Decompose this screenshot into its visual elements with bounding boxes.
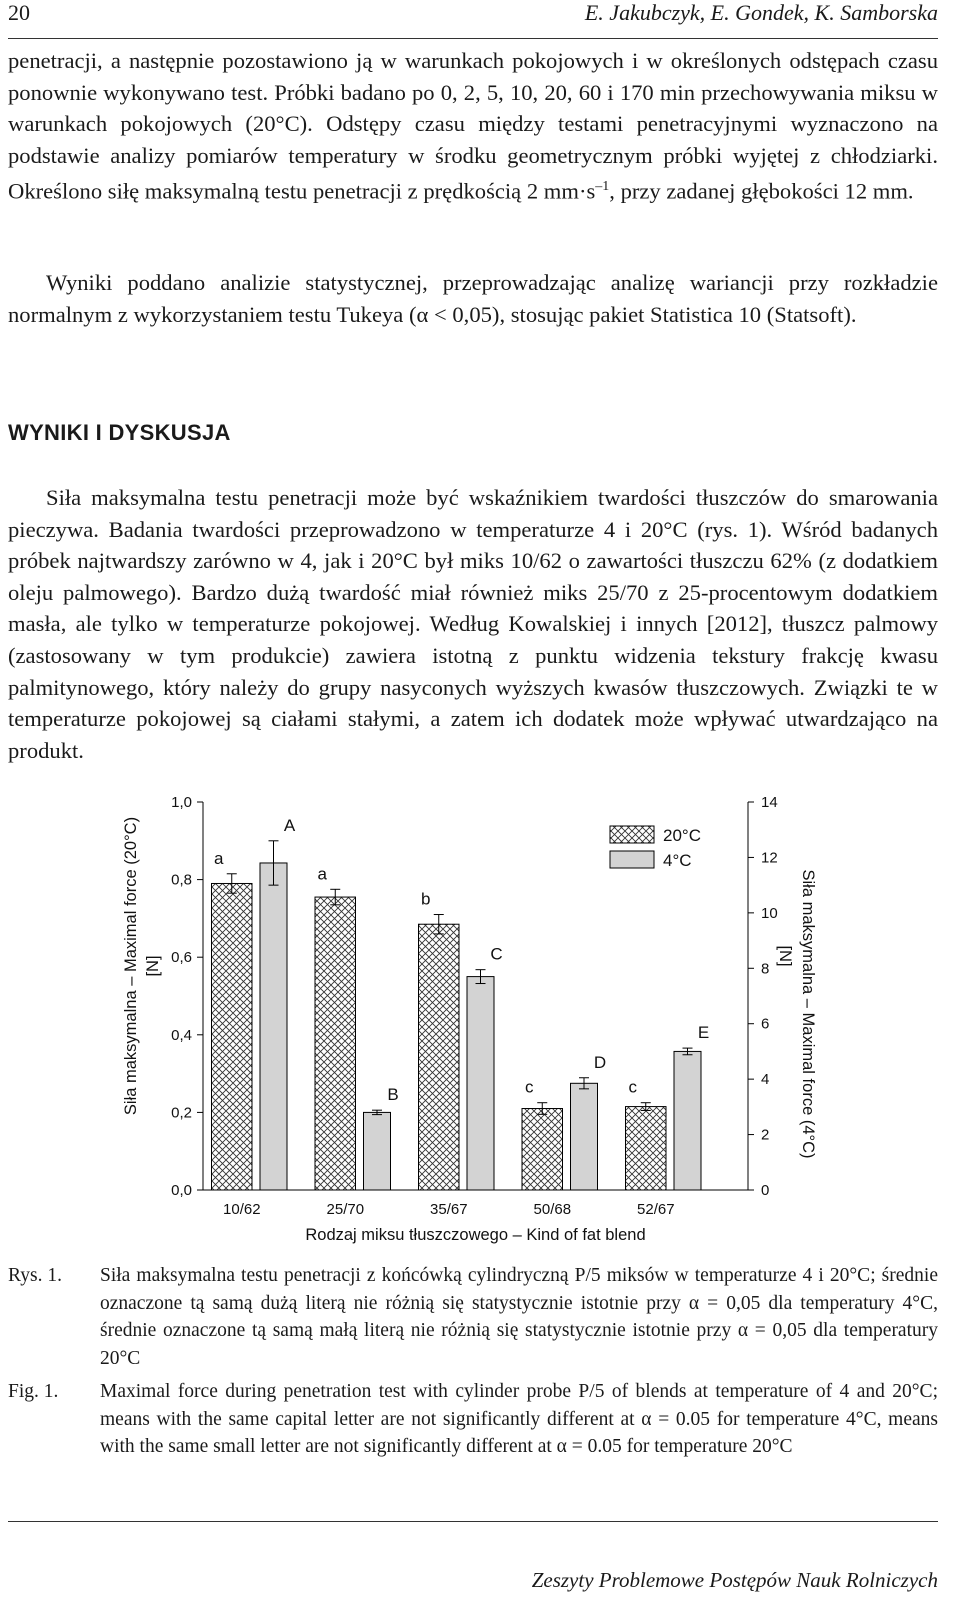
x-tick-label: 35/67 xyxy=(430,1201,468,1218)
footer-rule xyxy=(8,1521,938,1522)
left-tick-label: 0,0 xyxy=(171,1182,192,1199)
caption-text-pl: Siła maksymalna testu penetracji z końcówką cylindryczną P/5 miksów w temperaturze 4 i 20°C; średnie oznaczone tą samą dużą literą nie różnią się statystycznie istotnie przy α = 0,05 dla temperatury 4°C, średnie oznaczone tą samą małą literą nie różnią się statystycznie istotnie przy α = 0,05 dla temperatury 20°C xyxy=(100,1265,938,1370)
bar-20c xyxy=(212,883,253,1190)
journal-footer: Zeszyty Problemowe Postępów Nauk Rolniczych xyxy=(531,1568,938,1592)
left-tick-label: 0,6 xyxy=(171,949,192,967)
bar-20c xyxy=(419,924,460,1190)
significance-letter-20c: a xyxy=(214,848,224,868)
x-tick-label: 52/67 xyxy=(637,1201,675,1218)
caption-label-pl: Rys. 1. xyxy=(8,1265,62,1286)
header-rule xyxy=(8,38,938,39)
x-tick-label: 50/68 xyxy=(533,1201,572,1218)
significance-letter-4c: C xyxy=(490,944,503,964)
significance-letter-4c: D xyxy=(593,1052,607,1072)
page-header xyxy=(8,0,938,32)
legend-label-4c: 4°C xyxy=(663,851,692,870)
x-tick-label: 10/62 xyxy=(223,1201,261,1218)
bar-4c xyxy=(467,977,494,1190)
right-axis-title: Siła maksymalna – Maximal force (4°C) xyxy=(799,869,817,1159)
significance-letter-20c: a xyxy=(317,864,327,884)
right-tick-label: 14 xyxy=(761,794,778,811)
x-axis-title: Rodzaj miksu tłuszczowego – Kind of fat blend xyxy=(305,1226,646,1244)
significance-letter-4c: B xyxy=(387,1085,399,1105)
bar-20c xyxy=(522,1109,563,1190)
significance-letter-4c: E xyxy=(697,1023,710,1043)
significance-letter-20c: c xyxy=(628,1077,637,1097)
left-axis-unit: [N] xyxy=(144,955,162,977)
right-tick-label: 8 xyxy=(761,960,770,978)
methods-paragraph: penetracji, a następnie pozostawiono ją w warunkach pokojowych i w określonych odstępach czasu ponownie wykonywano test. Próbki badano po 0, 2, 5, 10, 20, 60 i 170 min przechowywania miksu w warunkach pokojowych (20°C). Odstępy czasu między testami penetracyjnymi wyznaczono na podstawie analizy pomiarów temperatury w środku geometrycznym próbki wyjętej z chłodziarki. Określono siłę maksymalną testu penetracji z prędkością 2 $mm\cdot s^{-1}$, przy zadanej głębokości 12 mm. xyxy=(8,48,938,204)
legend-label-20c: 20°C xyxy=(663,826,701,845)
left-tick-label: 1,0 xyxy=(171,794,192,811)
results-paragraph: Siła maksymalna testu penetracji może być wskaźnikiem twardości tłuszczów do smarowania pieczywa. Badania twardości przeprowadzono w temperaturze 4 i 20°C (rys. 1). Wśród badanych próbek najtwardszy zarówno w 4, jak i 20°C był miks 10/62 o zawartości tłuszczu 62% (z dodatkiem oleju palmowego). Bardzo dużą twardość miał również miks 25/70 z 25-procentowym dodatkiem masła, ale tylko w temperaturze pokojowej. Według Kowalskiej i innych [2012], tłuszcz palmowy (zastosowany w tym produkcie) zawiera istotną z punktu widzenia tekstury frakcję kwasu palmitynowego, który należy do grupy nasyconych wyższych kwasów tłuszczowych. Związki te w temperaturze pokojowej są ciałami stałymi, a zatem ich dodatek może wpływać utwardzająco na produkt. xyxy=(8,485,938,763)
legend-swatch-20c xyxy=(610,826,654,843)
right-tick-label: 2 xyxy=(761,1126,770,1144)
significance-letter-20c: c xyxy=(525,1077,534,1097)
left-tick-label: 0,8 xyxy=(171,871,192,889)
caption-text-en: Maximal force during penetration test with cylinder probe P/5 of blends at temperature of 4 and 20°C; means with the same capital letter are not significantly different at α = 0.05 for temperature 4°C, means with the same small letter are not significantly different at α = 0.05 for temperature 20°C xyxy=(100,1381,938,1458)
left-axis-title: Siła maksymalna – Maximal force (20°C) xyxy=(122,816,140,1116)
statistics-paragraph: Wyniki poddano analizie statystycznej, przeprowadzając analizę wariancji przy rozkładzie normalnym z wykorzystaniem testu Tukeya (α < 0,05), stosując pakiet Statistica 10 (Statsoft). xyxy=(8,270,938,327)
bar-20c xyxy=(315,897,356,1190)
right-axis-unit: [N] xyxy=(776,945,794,967)
bar-20c xyxy=(626,1107,667,1190)
right-tick-label: 10 xyxy=(761,904,778,922)
left-tick-label: 0,4 xyxy=(171,1026,192,1044)
bar-4c xyxy=(364,1112,391,1190)
bar-4c xyxy=(674,1051,701,1190)
bar-chart-svg xyxy=(100,782,860,1252)
running-head-authors: E. Jakubczyk, E. Gondek, K. Samborska xyxy=(584,0,938,25)
left-tick-label: 0,2 xyxy=(171,1104,192,1122)
x-tick-label: 25/70 xyxy=(326,1201,365,1218)
legend-swatch-4c xyxy=(610,851,654,868)
bar-4c xyxy=(260,863,287,1190)
right-tick-label: 4 xyxy=(761,1071,770,1089)
section-title: WYNIKI I DYSKUSJA xyxy=(8,420,231,445)
right-tick-label: 12 xyxy=(761,849,778,867)
significance-letter-4c: A xyxy=(283,815,296,835)
right-tick-label: 0 xyxy=(761,1182,770,1199)
significance-letter-20c: b xyxy=(421,889,431,909)
figure-1-chart xyxy=(100,782,860,1252)
caption-label-en: Fig. 1. xyxy=(8,1381,59,1402)
bar-4c xyxy=(571,1083,598,1190)
page-number: 20 xyxy=(8,0,30,25)
right-tick-label: 6 xyxy=(761,1015,770,1033)
